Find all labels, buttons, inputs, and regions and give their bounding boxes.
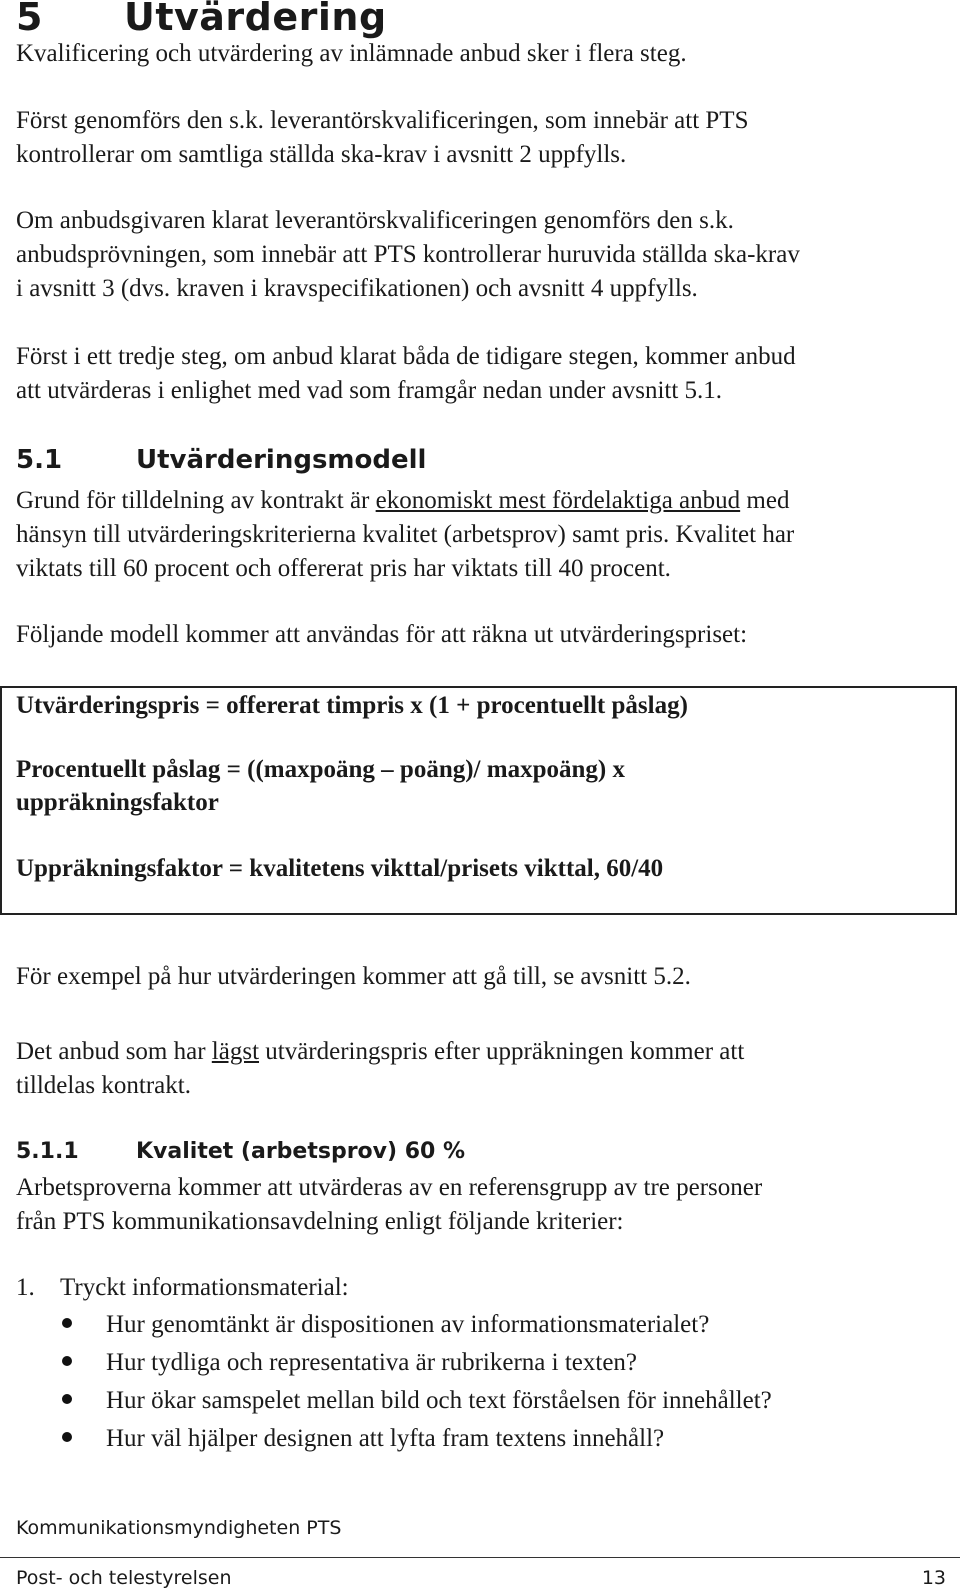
bullet-icon [62, 1394, 72, 1404]
bullet-icon [62, 1318, 72, 1328]
footer-organization: Kommunikationsmyndigheten PTS [16, 1517, 342, 1539]
bullet-item: Hur tydliga och representativa är rubrikerna i texten? [106, 1349, 638, 1376]
list-number: 1. [16, 1274, 35, 1301]
formula-percentage-markup-line-1: Procentuellt påslag = ((maxpoäng – poäng)/ maxpoäng) x [16, 756, 625, 783]
section-number: 5.1 [16, 445, 63, 475]
example-reference: För exempel på hur utvärderingen kommer att gå till, se avsnitt 5.2. [16, 963, 691, 990]
formula-percentage-markup-line-2: uppräkningsfaktor [16, 789, 219, 816]
footer-agency: Post- och telestyrelsen [16, 1567, 232, 1589]
intro-paragraph-3-line-1: Om anbudsgivaren klarat leverantörskvalificeringen genomförs den s.k. [16, 207, 734, 234]
model-paragraph-line-3: viktats till 60 procent och offererat pris har viktats till 40 procent. [16, 555, 671, 582]
list-item-title: Tryckt informationsmaterial: [60, 1274, 349, 1301]
section-number: 5.1.1 [16, 1139, 79, 1164]
bullet-item: Hur ökar samspelet mellan bild och text förståelsen för innehållet? [106, 1387, 772, 1414]
quality-paragraph-line-1: Arbetsproverna kommer att utvärderas av en referensgrupp av tre personer [16, 1174, 763, 1201]
intro-paragraph-2-line-2: kontrollerar om samtliga ställda ska-krav i avsnitt 2 uppfylls. [16, 141, 627, 168]
bullet-item: Hur väl hjälper designen att lyfta fram textens innehåll? [106, 1425, 665, 1452]
formula-evaluation-price: Utvärderingspris = offererat timpris x (1 + procentuellt påslag) [16, 692, 688, 719]
page-number: 13 [921, 1567, 946, 1589]
award-text: utvärderingspris efter uppräkningen kommer att [259, 1038, 745, 1065]
section-title: Kvalitet (arbetsprov) 60 % [136, 1139, 466, 1164]
page-heading [16, 0, 387, 42]
award-text: Det anbud som har [16, 1038, 212, 1065]
heading-title: Utvärdering [124, 0, 387, 39]
intro-paragraph-3-line-2: anbudsprövningen, som innebär att PTS kontrollerar huruvida ställda ska-krav [16, 241, 800, 268]
footer-divider [0, 1557, 960, 1558]
intro-paragraph-3-line-3: i avsnitt 3 (dvs. kraven i kravspecifikationen) och avsnitt 4 uppfylls. [16, 275, 698, 302]
model-paragraph-line-1 [16, 484, 946, 518]
intro-paragraph-4-line-1: Först i ett tredje steg, om anbud klarat båda de tidigare stegen, kommer anbud [16, 343, 796, 370]
underlined-term: ekonomiskt mest fördelaktiga anbud [375, 487, 741, 514]
model-text: med [740, 487, 790, 514]
award-paragraph-line-1 [16, 1035, 946, 1069]
intro-paragraph-4-line-2: att utvärderas i enlighet med vad som framgår nedan under avsnitt 5.1. [16, 377, 723, 404]
model-text: Grund för tilldelning av kontrakt är [16, 487, 376, 514]
bullet-icon [62, 1356, 72, 1366]
bullet-item: Hur genomtänkt är dispositionen av informationsmaterialet? [106, 1311, 710, 1338]
section-heading-5-1 [16, 442, 426, 478]
heading-number: 5 [16, 0, 43, 39]
underlined-term: lägst [211, 1038, 260, 1065]
award-paragraph-line-2: tilldelas kontrakt. [16, 1072, 191, 1099]
formula-scale-factor: Uppräkningsfaktor = kvalitetens vikttal/prisets vikttal, 60/40 [16, 855, 664, 882]
model-intro-line: Följande modell kommer att användas för att räkna ut utvärderingspriset: [16, 621, 748, 648]
intro-paragraph-1: Kvalificering och utvärdering av inlämnade anbud sker i flera steg. [16, 40, 687, 67]
quality-paragraph-line-2: från PTS kommunikationsavdelning enligt följande kriterier: [16, 1208, 624, 1235]
intro-paragraph-2-line-1: Först genomförs den s.k. leverantörskvalificeringen, som innebär att PTS [16, 107, 749, 134]
model-paragraph-line-2: hänsyn till utvärderingskriterierna kvalitet (arbetsprov) samt pris. Kvalitet har [16, 521, 795, 548]
bullet-icon [62, 1432, 72, 1442]
section-heading-5-1-1 [16, 1137, 465, 1167]
section-title: Utvärderingsmodell [136, 445, 427, 475]
